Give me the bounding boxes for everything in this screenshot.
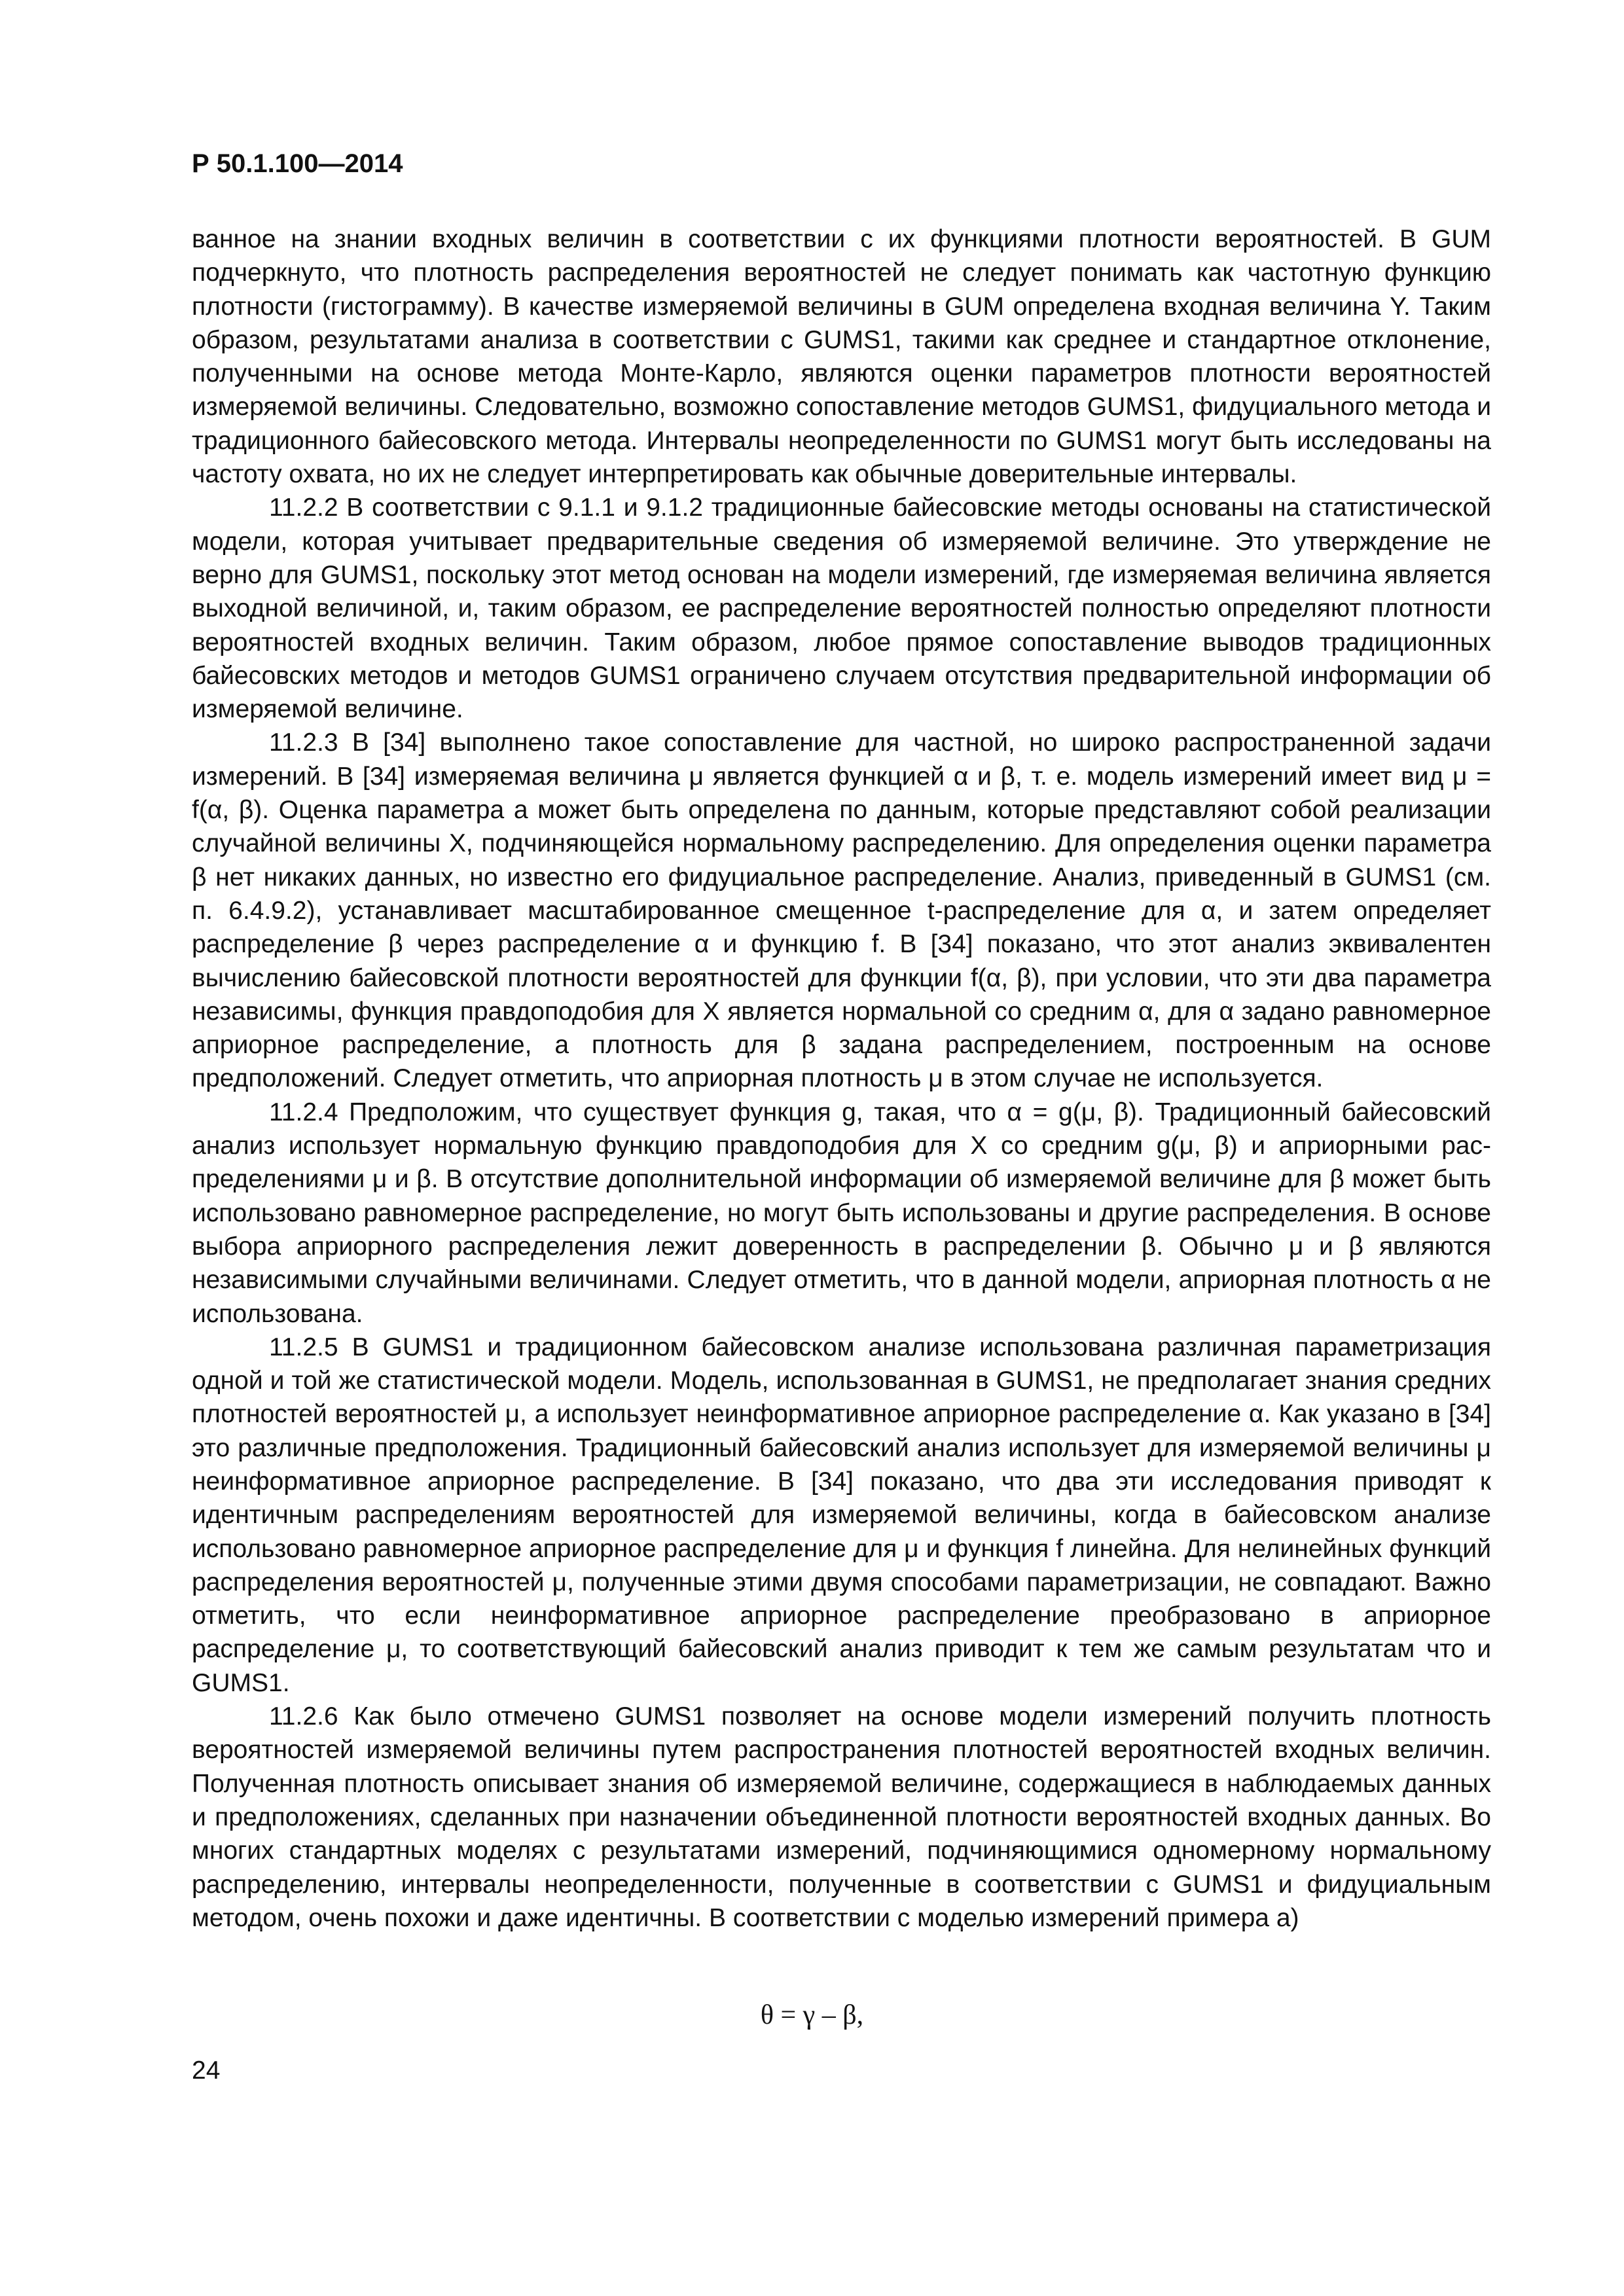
paragraph-continuation: ванное на знании входных величин в соответствии с их функциями плотности вероятностей. В GUM подчеркнуто, что плотность распределения вероятностей не следует понимать как частотную функцию плотности (гистограмму). В качестве измеряемой величины в GUM определена входная величина Y. Таким образом, результатами анализа в соответствии с GUMS1, такими как среднее и стандартное отклонение, полученными на основе метода Монте-Карло, являются оценки параметров плотности вероятностей измеряемой величины. Следовательно, возможно сопоставление методов GUMS1, фидуциального метода и традиционного байесовского метода. Интервалы неопределенности по GUMS1 могут быть исследованы на частоту охвата, но их не следует интерпретировать как обычные доверительные интервалы. [192, 225, 1491, 489]
paragraph-11-2-4: 11.2.4 Предположим, что существует функция g, такая, что α = g(μ, β). Традиционный байесовский анализ использует нормальную функцию правдоподобия для X со средним g(μ, β) и априорными распределениями μ и β. В отсутствие дополнительной информации об измеряемой величине для β может быть использовано равномерное распределение, но могут быть использованы и другие распределения. В основе выбора априорного распределения лежит доверенность в распределении β. Обычно μ и β являются независимыми случайными величинами. Следует отметить, что в данной модели, априорная плотность α не использована. [192, 1098, 1491, 1328]
formula: θ = γ – β, [760, 2000, 864, 2030]
document-body [192, 223, 1491, 1935]
paragraph-11-2-3: 11.2.3 В [34] выполнено такое сопоставление для частной, но широко распространенной задачи измерений. В [34] измеряемая величина μ является функцией α и β, т. е. модель измерений имеет вид μ = f(α, β). Оценка параметра a может быть определена по данным, которые представляют собой реализации случайной величины X, подчиняющейся нормальному распределению. Для определения оценки параметра β нет никаких данных, но известно его фидуциальное распределение. Анализ, приведенный в GUMS1 (см. п. 6.4.9.2), устанавливает масштабированное смещенное t-распределение для α, и затем определяет распределение β через распределение α и функцию f. В [34] показано, что этот анализ эквивалентен вычислению байесовской плотности вероятностей для функции f(α, β), при условии, что эти два параметра независимы, функция правдоподобия для X является нормальной со средним α, для α задано равномерное априорное распределение, а плотность для β задана распределением, построенным на основе предположений. Следует отметить, что априорная плотность μ в этом случае не используется. [192, 728, 1491, 1093]
paragraph-11-2-2: 11.2.2 В соответствии с 9.1.1 и 9.1.2 традиционные байесовские методы основаны на статистической модели, которая учитывает предварительные сведения об измеряемой величине. Это утверждение не верно для GUMS1, поскольку этот метод основан на модели измерений, где измеряемая величина является выходной величиной, и, таким образом, ее распределение вероятностей полностью определяют плотности вероятностей входных величин. Таким образом, любое прямое сопоставление выводов традиционных байесовских методов и методов GUMS1 ограничено случаем отсутствия предварительной информации об измеряемой величине. [192, 493, 1491, 724]
paragraph-11-2-6: 11.2.6 Как было отмечено GUMS1 позволяет на основе модели измерений получить плотность вероятностей измеряемой величины путем распространения плотностей вероятностей входных величин. Полученная плотность описывает знания об измеряемой величине, содержащиеся в наблюдаемых данных и предположениях, сделанных при назначении объединенной плотности вероятностей входных данных. Во многих стандартных моделях с результатами измерений, подчиняющимися одномерному нормальному распределению, интервалы неопределенности, полученные в соответствии с GUMS1 и фидуциальным методом, очень похожи и даже идентичны. В соответствии с моделью измерений примера а) [192, 1702, 1491, 1932]
page-number: 24 [192, 2056, 221, 2085]
paragraph-11-2-5: 11.2.5 В GUMS1 и традиционном байесовском анализе использована различная параметризация одной и той же статистической модели. Модель, использованная в GUMS1, не предполагает знания средних плотностей вероятностей μ, а использует неинформативное априорное распределение α. Как указано в [34] это различные предположения. Традиционный байесовский анализ использует для измеряемой величины μ неинформативное априорное распределение. В [34] показано, что два эти исследования приводят к идентичным распределениям вероятностей для измеряемой величины, когда в байесовском анализе использовано равномерное априорное распределение для μ и функция f линейна. Для нелинейных функций распределения вероятностей μ, полученные этими двумя способами параметризации, не совпадают. Важно отметить, что если неинформативное априорное распределение преобразовано в априорное распределение μ, то соответствующий байесовский анализ приводит к тем же самым результатам что и GUMS1. [192, 1333, 1491, 1697]
document-code-header: Р 50.1.100—2014 [192, 149, 403, 178]
